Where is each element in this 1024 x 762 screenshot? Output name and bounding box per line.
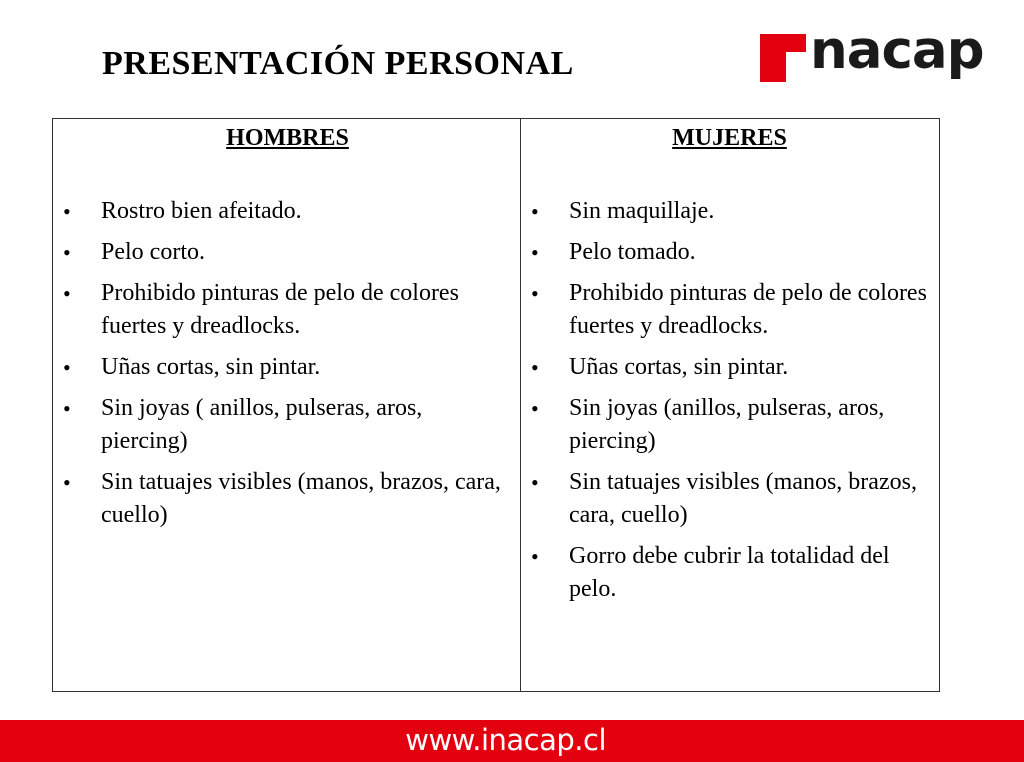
list-item — [61, 195, 514, 228]
list-item-text: Prohibido pinturas de pelo de colores fuertes y dreadlocks. — [101, 280, 459, 339]
list-item-text: Uñas cortas, sin pintar. — [569, 354, 789, 380]
website-link[interactable]: www.inacap.cl — [405, 723, 606, 757]
list-item-text: Prohibido pinturas de pelo de colores fuertes y dreadlocks. — [569, 280, 927, 339]
logo-wordmark: nacap — [810, 20, 984, 81]
list-item — [529, 277, 930, 343]
mujeres-header: MUJERES — [672, 125, 787, 151]
bullet-icon: • — [531, 396, 539, 421]
list-item-text: Uñas cortas, sin pintar. — [101, 354, 321, 380]
bullet-icon: • — [63, 470, 71, 495]
footer-bar — [0, 720, 1024, 762]
list-item — [61, 351, 514, 384]
bullet-icon: • — [63, 355, 71, 380]
slide-title: PRESENTACIÓN PERSONAL — [102, 45, 574, 82]
list-item — [529, 195, 930, 228]
presentation-table — [52, 118, 940, 692]
list-item — [61, 236, 514, 269]
list-item — [529, 351, 930, 384]
inacap-logo — [760, 20, 984, 90]
list-item-text: Gorro debe cubrir la totalidad del pelo. — [569, 543, 890, 602]
list-item-text: Rostro bien afeitado. — [101, 198, 302, 224]
hombres-column — [53, 119, 521, 691]
hombres-list — [61, 195, 514, 532]
list-item — [61, 392, 514, 458]
list-item-text: Sin joyas ( anillos, pulseras, aros, piercing) — [101, 395, 423, 454]
bullet-icon: • — [63, 396, 71, 421]
list-item — [529, 392, 930, 458]
mujeres-column — [521, 119, 940, 691]
list-item — [529, 236, 930, 269]
bullet-icon: • — [531, 281, 539, 306]
bullet-icon: • — [531, 544, 539, 569]
list-item-text: Sin maquillaje. — [569, 198, 715, 224]
bullet-icon: • — [63, 240, 71, 265]
bullet-icon: • — [531, 240, 539, 265]
bullet-icon: • — [531, 199, 539, 224]
bullet-icon: • — [63, 281, 71, 306]
list-item-text: Sin tatuajes visibles (manos, brazos, cara, cuello) — [101, 469, 501, 528]
bullet-icon: • — [63, 199, 71, 224]
list-item-text: Sin tatuajes visibles (manos, brazos, cara, cuello) — [569, 469, 917, 528]
list-item — [529, 540, 930, 606]
list-item-text: Sin joyas (anillos, pulseras, aros, piercing) — [569, 395, 885, 454]
list-item — [529, 466, 930, 532]
list-item-text: Pelo corto. — [101, 239, 205, 265]
list-item — [61, 277, 514, 343]
bullet-icon: • — [531, 470, 539, 495]
bullet-icon: • — [531, 355, 539, 380]
hombres-header: HOMBRES — [226, 125, 349, 151]
mujeres-list — [529, 195, 930, 606]
inacap-i-mark-icon — [760, 34, 816, 82]
list-item — [61, 466, 514, 532]
list-item-text: Pelo tomado. — [569, 239, 696, 265]
